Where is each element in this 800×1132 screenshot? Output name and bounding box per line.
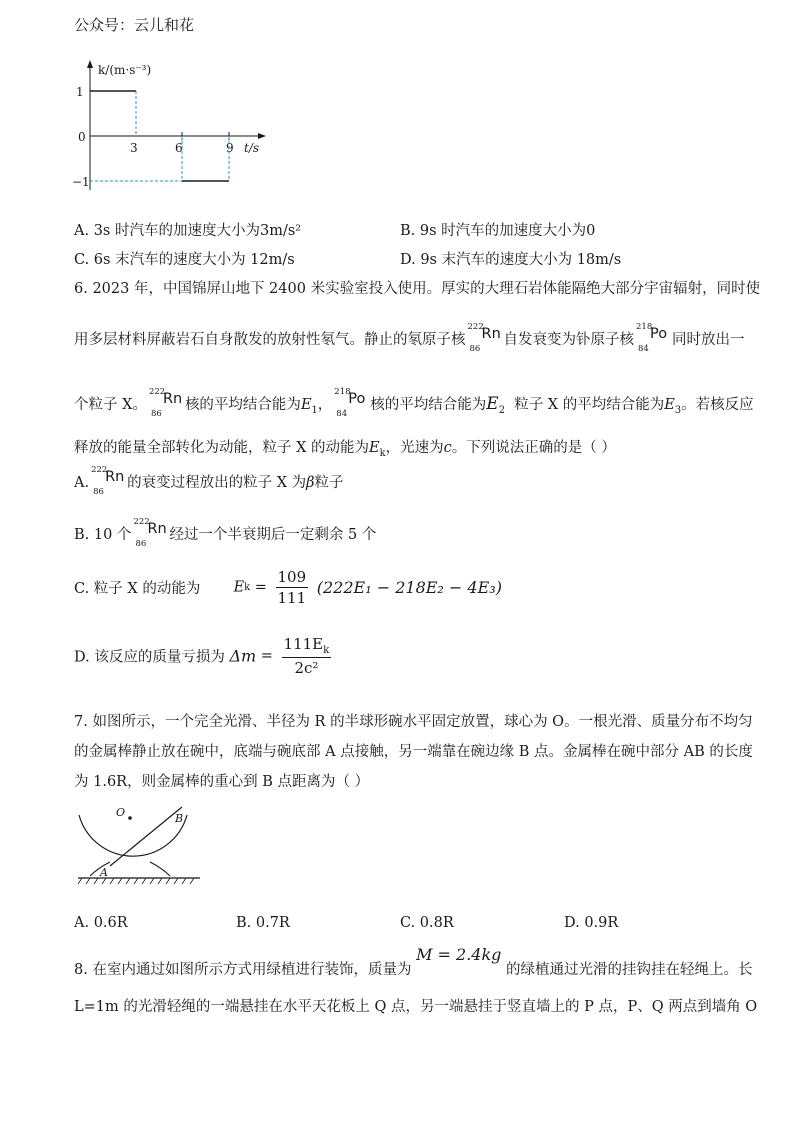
fraction-mass-defect: $\frac{111E_k}{\text{2c²}}$ xyxy=(283,635,330,677)
y-tick-neg1: −1 xyxy=(72,175,90,189)
q7-option-a: A. 0.6R xyxy=(74,915,128,931)
q6-line-1: 6. 2023 年，中国锦屏山地下 2400 米实验室投入使用。厚实的大理石岩体能隔绝大部分宇宙辐射，同时使 xyxy=(74,281,761,297)
binding-energy-expression: (222E₁ − 218E₂ − 4E₃) xyxy=(316,578,502,597)
q6-option-d: D. 该反应的质量亏损为 Δm = $\frac{111E_k}{\text{2c²}}$ xyxy=(74,635,330,677)
q7-line-2: 的金属棒静止放在碗中，底端与碗底部 A 点接触，另一端靠在碗边缘 B 点。金属棒在碗中部分 AB 的长度 xyxy=(74,744,753,760)
q5-option-b: B. 9s 时汽车的加速度大小为0 xyxy=(400,223,596,239)
x-tick-6: 6 xyxy=(175,141,183,155)
q5-option-d: D. 9s 末汽车的速度大小为 18m/s xyxy=(400,252,622,268)
header-text: 公众号：云儿和花 xyxy=(74,16,195,34)
x-tick-3: 3 xyxy=(130,141,138,155)
bowl-figure xyxy=(74,800,204,888)
x-tick-9: 9 xyxy=(226,141,234,155)
q5-option-a: A. 3s 时汽车的加速度大小为3m/s² xyxy=(74,223,302,239)
q8-line-2: L=1m 的光滑轻绳的一端悬挂在水平天花板上 Q 点，另一端悬挂于竖直墙上的 P 点，P、Q 两点到墙角 O xyxy=(74,999,758,1015)
k-axis-arrow xyxy=(87,60,93,68)
q6-option-b: B. 10 个 222 86 Rn 经过一个半衰期后一定剩余 5 个 xyxy=(74,517,377,549)
fraction-109-111: $\frac{109}{111}$ xyxy=(277,568,307,607)
q8-line-1: 8. 在室内通过如图所示方式用绿植进行装饰，质量为 M = 2.4kg 的绿植通过光滑的挂钩挂在轻绳上。长 xyxy=(74,945,753,978)
q5-option-c: C. 6s 末汽车的速度大小为 12m/s xyxy=(74,252,295,268)
q7-option-b: B. 0.7R xyxy=(236,915,290,931)
q6-option-c: C. 粒子 X 的动能为 Ek = $\frac{109}{111}$ (222E₁ − 218E₂ − 4E₃) xyxy=(74,568,502,607)
q6-line-3: 个粒子 X。 222 86 Rn 核的平均结合能为$E_1$， 218 84 Po 核的平均结合能为$E_2$ 粒子 X 的平均结合能为$E_3$。若核反应 xyxy=(74,387,754,419)
bowl-arc xyxy=(79,815,187,856)
center-point xyxy=(128,816,132,820)
q7-option-d: D. 0.9R xyxy=(564,915,619,931)
q7-option-c: C. 0.8R xyxy=(400,915,454,931)
k-t-graph xyxy=(74,56,274,196)
t-axis-arrow xyxy=(258,133,266,139)
t-axis-label: t/s xyxy=(244,141,260,155)
y-tick-0: 0 xyxy=(78,130,86,144)
q6-line-2: 用多层材料屏蔽岩石自身散发的放射性氡气。静止的氡原子核 222 86 Rn 自发衰变为钋原子核 218 84 Po 同时放出一 xyxy=(74,322,745,354)
q6-line-4: 释放的能量全部转化为动能，粒子 X 的动能为$E_k$，光速为c。下列说法正确的是（ ） xyxy=(74,440,616,459)
q6-option-a: A. 222 86 Rn 的衰变过程放出的粒子 X 为β粒子 xyxy=(74,465,344,497)
q7-line-1: 7. 如图所示，一个完全光滑、半径为 R 的半球形碗水平固定放置，球心为 O。一根光滑、质量分布不均匀 xyxy=(74,714,753,730)
label-o: O xyxy=(116,806,126,819)
label-b: B xyxy=(175,812,184,825)
mass-expression: M = 2.4kg xyxy=(416,945,502,964)
q7-line-3: 为 1.6R，则金属棒的重心到 B 点距离为（ ） xyxy=(74,774,370,790)
po-nuclide: 218 84 Po xyxy=(636,322,668,354)
label-a: A xyxy=(100,866,108,879)
k-axis-label: k/(m·s⁻³) xyxy=(98,63,152,77)
rn-nuclide: 222 86 Rn xyxy=(467,322,501,354)
y-tick-1: 1 xyxy=(76,85,84,99)
